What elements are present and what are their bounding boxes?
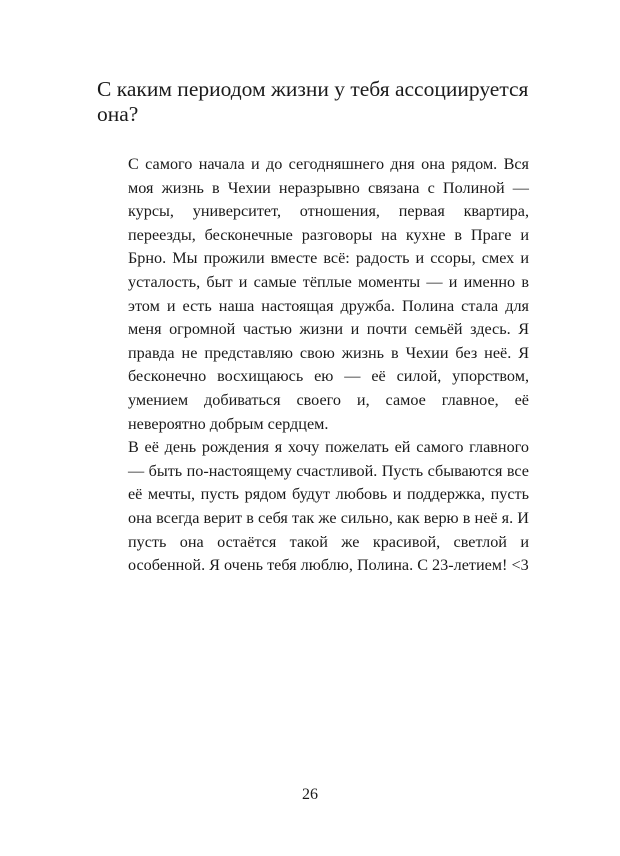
answer-text — [128, 153, 529, 578]
answer-paragraph: С самого начала и до сегодняшнего дня она рядом. Вся моя жизнь в Чехии неразрывно связана с Полиной — курсы, университет, отношения, первая квартира, переезды, бесконечные разговоры на кухне в Праге и Брно. Мы прожили вместе всё: радость и ссоры, смех и усталость, быт и самые тёплые моменты — и именно в этом и есть наша настоящая дружба. Полина стала для меня огромной частью жизни и почти семьёй здесь. Я правда не представляю свою жизнь в Чехии без неё. Я бесконечно восхищаюсь ею — её силой, упорством, умением добиваться своего и, самое главное, её невероятно добрым сердцем. — [128, 155, 529, 433]
answer-paragraph: В её день рождения я хочу пожелать ей самого главного — быть по-настоящему счастливой. Пусть сбываются все её мечты, пусть рядом будут любовь и поддержка, пусть она всегда верит в себя так же сильно, как верю в неё я. И пусть она остаётся такой же красивой, светлой и особенной. Я очень тебя люблю, Полина. С 23-летием! <3 — [128, 438, 529, 575]
question-heading: С каким периодом жизни у тебя ассоциируется она? — [97, 77, 529, 126]
page-number: 26 — [302, 786, 318, 803]
